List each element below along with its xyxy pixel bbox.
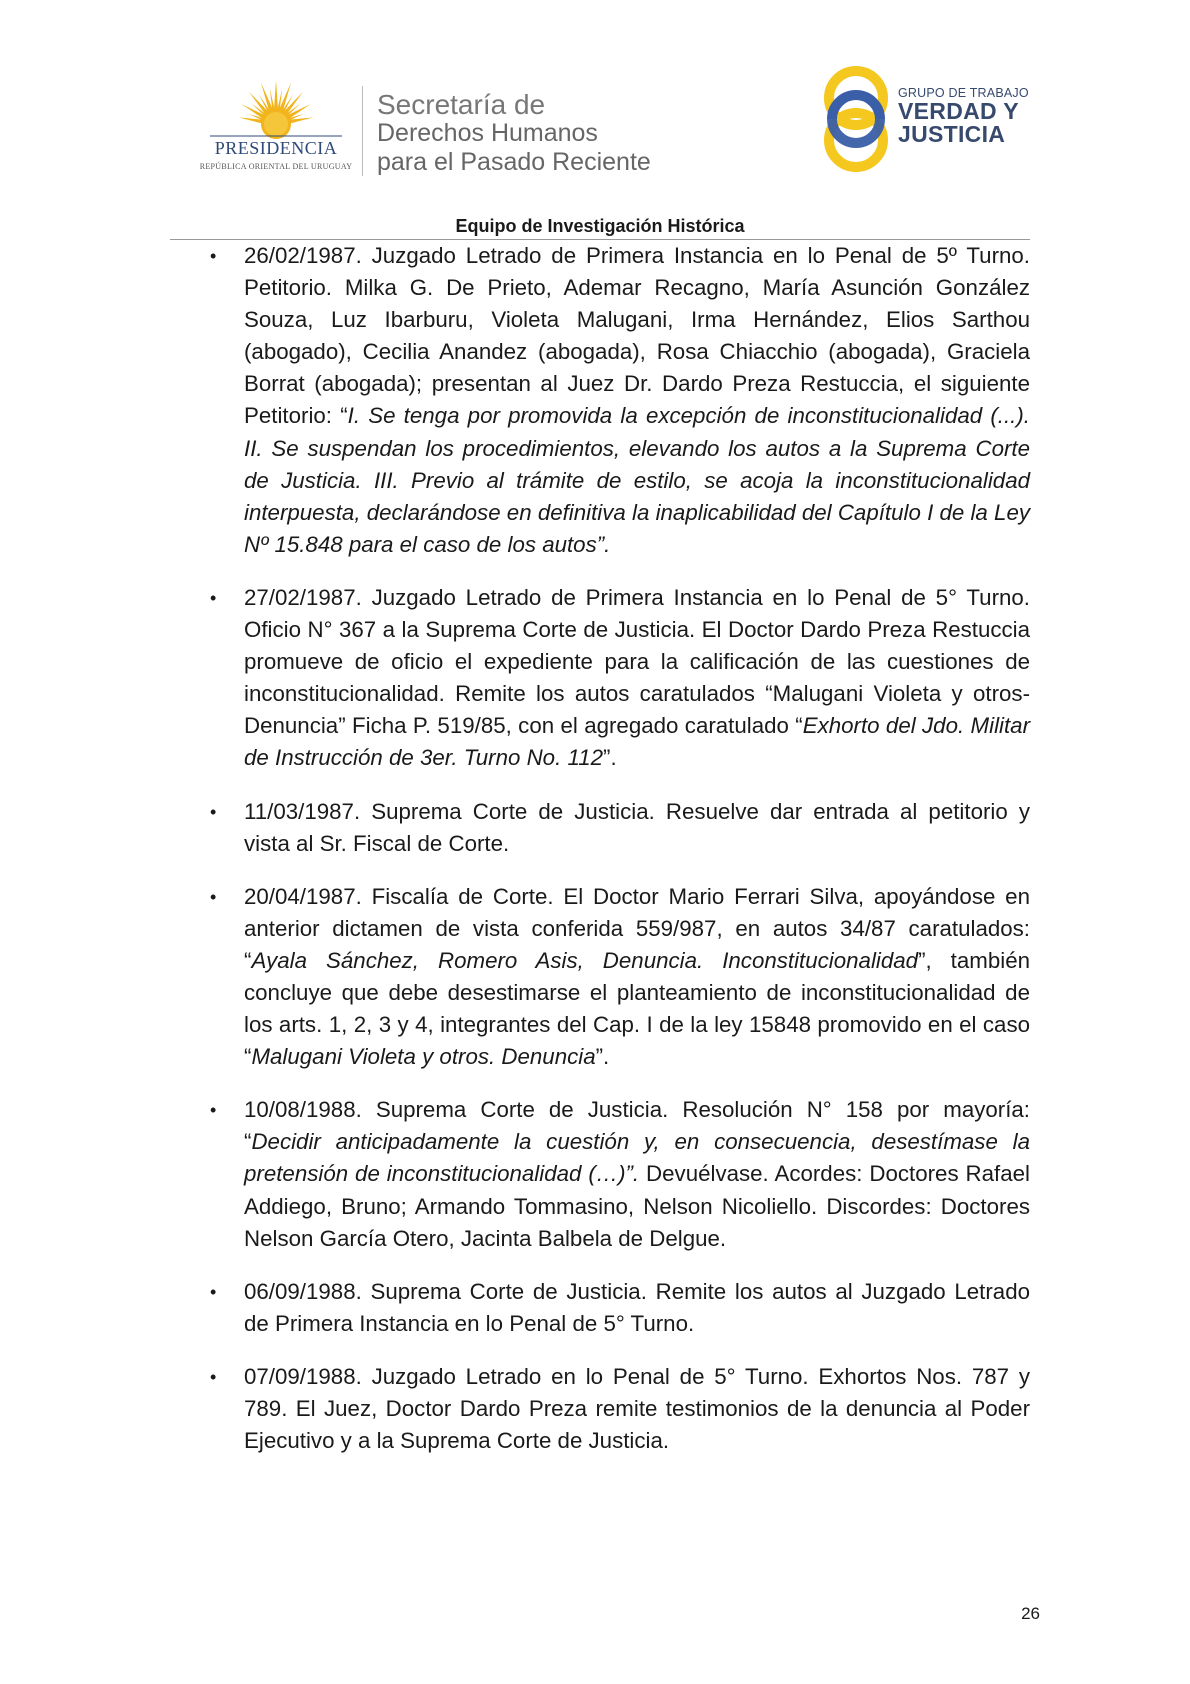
- item-text: 07/09/1988. Juzgado Letrado en lo Penal de 5° Turno. Exhortos Nos. 787 y 789. El Juez, Doctor Dardo Preza remite testimonios de la denuncia al Poder Ejecutivo y a la Suprema Corte de Justicia.: [244, 1363, 1030, 1454]
- italic-quote: Ayala Sánchez, Romero Asis, Denuncia. Inconstitucionalidad: [251, 947, 919, 973]
- item-text: Devuélvase. Acordes: Doctores Rafael Addiego, Bruno; Armando Tommasino, Nelson Nicoliello. Discordes: Doctores Nelson García Otero, Jacinta Balbela de Delgue.: [244, 1161, 1030, 1251]
- item-text: ”, también concluye que debe desestimarse el planteamiento de inconstitucionalidad de los arts. 1, 2, 3 y 4, integrantes del Cap. I de la ley 15848 promovido en el caso “: [244, 947, 1031, 1070]
- list-item: [212, 240, 1030, 561]
- bullet-icon: •: [210, 1100, 217, 1121]
- sun-emblem-icon: [196, 78, 356, 140]
- presidencia-logo: [196, 78, 356, 178]
- list-item: [212, 1361, 1030, 1457]
- item-text: 11/03/1987. Suprema Corte de Justicia. Resuelve dar entrada al petitorio y vista al Sr. Fiscal de Corte.: [244, 798, 1030, 856]
- secretaria-line-3: para el Pasado Reciente: [377, 148, 651, 176]
- item-text: 06/09/1988. Suprema Corte de Justicia. Remite los autos al Juzgado Letrado de Primera Instancia en lo Penal de 5° Turno.: [244, 1278, 1030, 1336]
- item-text: ”.: [595, 1044, 610, 1070]
- bullet-icon: •: [210, 246, 217, 266]
- verdad-justicia-wordmark: [898, 86, 1038, 146]
- page-number: 26: [1021, 1604, 1040, 1623]
- item-text: 20/04/1987. Fiscalía de Corte. El Doctor Mario Ferrari Silva, apoyándose en anterior dictamen de vista conferida 559/987, en autos 34/87 caratulados: “: [244, 883, 1030, 973]
- secretaria-logo: [377, 90, 707, 177]
- italic-quote: Decidir anticipadamente la cuestión y, en consecuencia, desestímase la pretensión de inconstitucionalidad (…)”.: [244, 1129, 1030, 1187]
- list-item: [212, 1276, 1030, 1340]
- secretaria-line-1: Secretaría de: [377, 89, 546, 120]
- item-text: 27/02/1987. Juzgado Letrado de Primera Instancia en lo Penal de 5° Turno. Oficio N° 367 a la Suprema Corte de Justicia. El Doctor Dardo Preza Restuccia promueve de oficio el expediente para la calificación de las cuestiones de inconstitucionalidad. Remite los autos caratulados “Malugani Violeta y otros-Denuncia” Ficha P. 519/85, con el agregado caratulado “: [244, 584, 1030, 739]
- italic-quote: Exhorto del Jdo. Militar de Instrucción de 3er. Turno No. 112: [244, 713, 1030, 771]
- item-text: 10/08/1988. Suprema Corte de Justicia. Resolución N° 158 por mayoría: “: [244, 1097, 1030, 1155]
- italic-quote: Malugani Violeta y otros. Denuncia: [251, 1044, 596, 1070]
- bullet-icon: •: [210, 587, 217, 608]
- justicia-label: JUSTICIA: [898, 121, 1006, 147]
- presidencia-label: PRESIDENCIA: [214, 138, 338, 158]
- chronology-list: [212, 240, 1030, 1457]
- document-body: [212, 240, 1030, 1478]
- bullet-icon: •: [210, 801, 217, 822]
- list-item: [212, 1094, 1030, 1254]
- team-title: Equipo de Investigación Histórica: [455, 216, 745, 236]
- grupo-label: GRUPO DE TRABAJO: [898, 86, 1029, 100]
- item-text: 26/02/1987. Juzgado Letrado de Primera Instancia en lo Penal de 5º Turno. Petitorio. Milka G. De Prieto, Ademar Recagno, María Asunción González Souza, Luz Ibarburu, Violeta Malugani, Irma Hernández, Elios Sarthou (abogado), Cecilia Anandez (abogada), Rosa Chiacchio (abogada), Graciela Borrat (abogada); presentan al Juez Dr. Dardo Preza Restuccia, el siguiente Petitorio: “: [244, 243, 1030, 429]
- secretaria-line-2: Derechos Humanos: [377, 119, 598, 147]
- verdad-label: VERDAD Y: [898, 98, 1019, 124]
- bullet-icon: •: [210, 1281, 217, 1302]
- logo-divider: [362, 86, 363, 176]
- italic-quote: I. Se tenga por promovida la excepción de inconstitucionalidad (...). II. Se suspendan los procedimientos, elevando los autos a la Suprema Corte de Justicia. III. Previo al trámite de estilo, se acoja la inconstitucionalidad interpuesta, declarándose en definitiva la inaplicabilidad del Capítulo I de la Ley Nº 15.848 para el caso de los autos”.: [244, 403, 1030, 557]
- bullet-icon: •: [210, 1366, 217, 1387]
- list-item: [212, 582, 1030, 775]
- republica-label: REPÚBLICA ORIENTAL DEL URUGUAY: [199, 162, 353, 171]
- page-header: [0, 0, 1190, 236]
- bullet-icon: •: [210, 886, 217, 907]
- list-item: [212, 796, 1030, 860]
- item-text: ”.: [603, 745, 617, 771]
- list-item: [212, 881, 1030, 1074]
